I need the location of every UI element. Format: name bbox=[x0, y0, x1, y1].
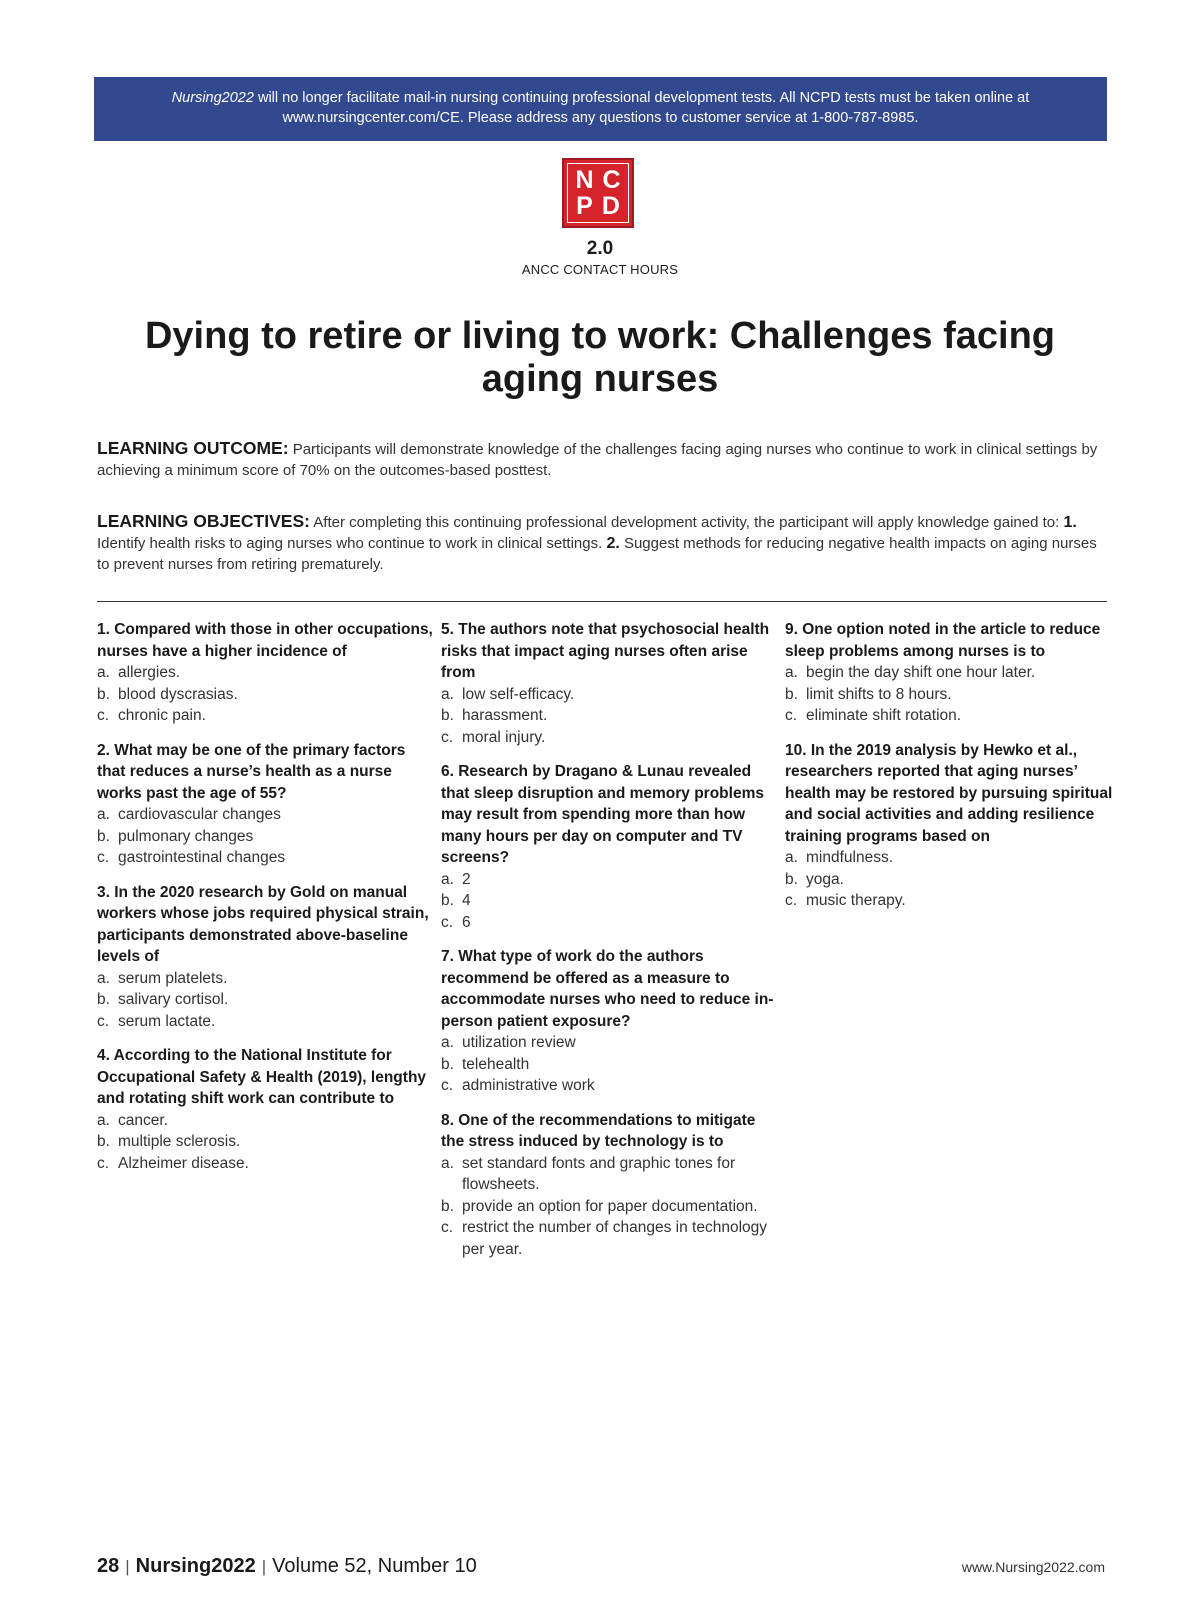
option-text: set standard fonts and graphic tones for flowsheets. bbox=[462, 1154, 736, 1193]
answer-option bbox=[97, 662, 433, 684]
answer-option bbox=[785, 684, 1121, 706]
answer-option bbox=[441, 705, 777, 727]
option-letter: a. bbox=[97, 806, 110, 823]
answer-option bbox=[97, 684, 433, 706]
question-text: 2. What may be one of the primary factors that reduces a nurse’s health as a nurse works past the age of 55? bbox=[97, 741, 406, 802]
objective-2-text: Suggest methods for reducing negative health impacts on aging nurses to prevent nurses from retiring prematurely. bbox=[97, 535, 1097, 573]
article-title: Dying to retire or living to work: Challenges facing aging nurses bbox=[144, 315, 1055, 400]
option-letter: b. bbox=[97, 1133, 110, 1150]
question-item bbox=[785, 740, 1121, 912]
answer-option bbox=[97, 705, 433, 727]
contact-hours-value: 2.0 bbox=[586, 238, 614, 259]
option-letter: a. bbox=[441, 1154, 454, 1172]
answer-option bbox=[785, 869, 1121, 891]
option-text: harassment. bbox=[462, 707, 548, 724]
footer-issue: Volume 52, Number 10 bbox=[272, 1555, 477, 1577]
option-letter: b. bbox=[441, 1055, 454, 1073]
answer-option bbox=[441, 890, 777, 912]
banner-line-1-text: will no longer facilitate mail-in nursing continuing professional development tests. All NCPD tests must be taken online at bbox=[253, 90, 1030, 106]
learning-objectives-intro: After completing this continuing professional development activity, the participant will apply knowledge gained to: bbox=[309, 514, 1064, 531]
page-number: 28 bbox=[97, 1555, 120, 1577]
option-text: 2 bbox=[462, 870, 471, 888]
answer-option bbox=[97, 804, 433, 826]
question-text: 8. One of the recommendations to mitigate the stress induced by technology is to bbox=[441, 1111, 756, 1150]
option-text: restrict the number of changes in technology per year. bbox=[462, 1219, 768, 1258]
banner-magazine-name: Nursing2022 bbox=[171, 90, 254, 106]
answer-option bbox=[97, 1011, 433, 1033]
option-letter: a. bbox=[441, 870, 454, 888]
option-text: telehealth bbox=[462, 1055, 530, 1073]
option-text: begin the day shift one hour later. bbox=[806, 664, 1036, 681]
option-letter: a. bbox=[785, 664, 798, 681]
option-text: Alzheimer disease. bbox=[118, 1154, 249, 1172]
answer-option bbox=[97, 1153, 433, 1175]
question-item bbox=[441, 946, 777, 1097]
footer-separator: | bbox=[125, 1557, 130, 1576]
answer-option bbox=[97, 1131, 433, 1153]
answer-option bbox=[785, 847, 1121, 869]
question-item bbox=[97, 1045, 433, 1174]
question-item bbox=[441, 761, 777, 933]
answer-option bbox=[441, 1153, 777, 1196]
option-text: cancer. bbox=[118, 1111, 168, 1129]
answer-option bbox=[441, 1075, 777, 1097]
option-text: 4 bbox=[462, 892, 471, 909]
option-letter: b. bbox=[441, 892, 454, 909]
learning-objectives-heading: LEARNING OBJECTIVES: bbox=[97, 511, 310, 531]
question-text: 10. In the 2019 analysis by Hewko et al., researchers reported that aging nurses’ health may be restored by pursuing spiritual and social activities and adding resilience training programs based on bbox=[785, 741, 1113, 845]
question-column-2 bbox=[441, 619, 777, 1273]
option-text: chronic pain. bbox=[118, 707, 206, 724]
option-letter: b. bbox=[441, 707, 454, 724]
option-letter: a. bbox=[97, 969, 110, 987]
question-item bbox=[441, 1110, 777, 1261]
option-letter: a. bbox=[97, 1111, 110, 1129]
option-letter: b. bbox=[785, 685, 798, 703]
answer-option bbox=[97, 968, 433, 990]
option-text: multiple sclerosis. bbox=[118, 1133, 241, 1150]
footer-website: www.Nursing2022.com bbox=[961, 1559, 1105, 1575]
answer-option bbox=[441, 1054, 777, 1076]
footer-publication bbox=[97, 1555, 477, 1578]
option-letter: c. bbox=[97, 1012, 110, 1030]
answer-option bbox=[97, 847, 433, 869]
banner-line-2: www.nursingcenter.com/CE. Please address any questions to customer service at 1-800-787-8985. bbox=[282, 110, 919, 126]
option-text: mindfulness. bbox=[806, 849, 894, 866]
logo-row-1: NC bbox=[575, 166, 630, 194]
question-text: 9. One option noted in the article to reduce sleep problems among nurses is to bbox=[785, 621, 1101, 660]
learning-outcome-text: Participants will demonstrate knowledge of the challenges facing aging nurses who continue to work in clinical settings by achieving a minimum score of 70% on the outcomes-based posttest. bbox=[97, 441, 1098, 479]
answer-option bbox=[97, 826, 433, 848]
option-letter: a. bbox=[441, 1034, 454, 1051]
answer-option bbox=[441, 727, 777, 749]
option-text: administrative work bbox=[462, 1077, 595, 1094]
option-letter: c. bbox=[441, 913, 454, 931]
option-letter: b. bbox=[785, 870, 798, 888]
ncpd-logo bbox=[562, 158, 638, 232]
answer-option bbox=[97, 989, 433, 1011]
option-text: serum lactate. bbox=[118, 1012, 216, 1030]
banner-line-1 bbox=[94, 88, 1107, 108]
option-text: eliminate shift rotation. bbox=[806, 707, 962, 724]
objective-2-number: 2. bbox=[606, 535, 620, 552]
question-text: 5. The authors note that psychosocial health risks that impact aging nurses often arise from bbox=[441, 621, 770, 681]
question-text: 6. Research by Dragano & Lunau revealed that sleep disruption and memory problems may result from spending more than how many hours per day on computer and TV screens? bbox=[441, 763, 764, 866]
option-letter: c. bbox=[785, 892, 798, 909]
answer-option bbox=[441, 1217, 777, 1260]
option-text: moral injury. bbox=[462, 728, 546, 746]
question-item bbox=[97, 619, 433, 727]
question-column-3 bbox=[785, 619, 1121, 925]
option-letter: c. bbox=[441, 728, 454, 746]
answer-option bbox=[785, 662, 1121, 684]
notice-banner bbox=[94, 77, 1107, 141]
answer-option bbox=[441, 1196, 777, 1218]
option-text: provide an option for paper documentation. bbox=[462, 1197, 758, 1215]
option-letter: b. bbox=[97, 685, 110, 703]
answer-option bbox=[97, 1110, 433, 1132]
question-text: 1. Compared with those in other occupations, nurses have a higher incidence of bbox=[97, 621, 433, 660]
option-letter: a. bbox=[97, 664, 110, 681]
answer-option bbox=[441, 869, 777, 891]
answer-option bbox=[441, 684, 777, 706]
learning-outcome bbox=[97, 438, 1107, 481]
objective-1-text: Identify health risks to aging nurses who continue to work in clinical settings. bbox=[97, 535, 607, 552]
question-text: 3. In the 2020 research by Gold on manual workers whose jobs required physical strain, participants demonstrated above-baseline levels of bbox=[97, 883, 429, 965]
option-text: utilization review bbox=[462, 1034, 576, 1051]
option-text: limit shifts to 8 hours. bbox=[806, 685, 952, 703]
logo-row-2: PD bbox=[576, 192, 629, 220]
option-letter: c. bbox=[785, 707, 798, 724]
option-letter: c. bbox=[97, 707, 110, 724]
learning-outcome-heading: LEARNING OUTCOME: bbox=[97, 438, 289, 458]
option-text: cardiovascular changes bbox=[118, 806, 281, 823]
option-text: serum platelets. bbox=[118, 969, 228, 987]
option-text: low self-efficacy. bbox=[462, 685, 575, 703]
objective-1-number: 1. bbox=[1063, 514, 1077, 531]
question-item bbox=[97, 740, 433, 869]
option-letter: c. bbox=[441, 1077, 454, 1094]
option-letter: c. bbox=[97, 1154, 110, 1172]
question-text: 7. What type of work do the authors recommend be offered as a measure to accommodate nurses who need to reduce in-person patient exposure? bbox=[441, 948, 774, 1030]
option-text: 6 bbox=[462, 913, 471, 931]
option-letter: c. bbox=[97, 849, 110, 866]
option-text: pulmonary changes bbox=[118, 827, 254, 845]
learning-objectives bbox=[97, 511, 1107, 575]
answer-option bbox=[785, 890, 1121, 912]
option-text: gastrointestinal changes bbox=[118, 849, 286, 866]
answer-option bbox=[441, 912, 777, 934]
option-letter: b. bbox=[97, 991, 110, 1008]
answer-option bbox=[785, 705, 1121, 727]
footer-separator: | bbox=[261, 1557, 267, 1576]
question-item bbox=[785, 619, 1121, 727]
option-letter: c. bbox=[441, 1219, 454, 1236]
footer-magazine: Nursing2022 bbox=[135, 1555, 256, 1577]
question-item bbox=[441, 619, 777, 748]
option-text: yoga. bbox=[806, 870, 844, 888]
option-text: blood dyscrasias. bbox=[118, 685, 238, 703]
section-divider bbox=[97, 601, 1107, 602]
option-letter: a. bbox=[441, 685, 454, 703]
option-letter: a. bbox=[785, 849, 798, 866]
option-letter: b. bbox=[97, 827, 110, 845]
question-text: 4. According to the National Institute for Occupational Safety & Health (2019), lengthy and rotating shift work can contribute to bbox=[97, 1047, 427, 1107]
contact-hours-label: ANCC CONTACT HOURS bbox=[521, 262, 679, 277]
question-column-1 bbox=[97, 619, 433, 1187]
option-letter: b. bbox=[441, 1197, 454, 1215]
option-text: allergies. bbox=[118, 664, 181, 681]
option-text: salivary cortisol. bbox=[118, 991, 229, 1008]
question-item bbox=[97, 882, 433, 1033]
option-text: music therapy. bbox=[806, 892, 906, 909]
answer-option bbox=[441, 1032, 777, 1054]
